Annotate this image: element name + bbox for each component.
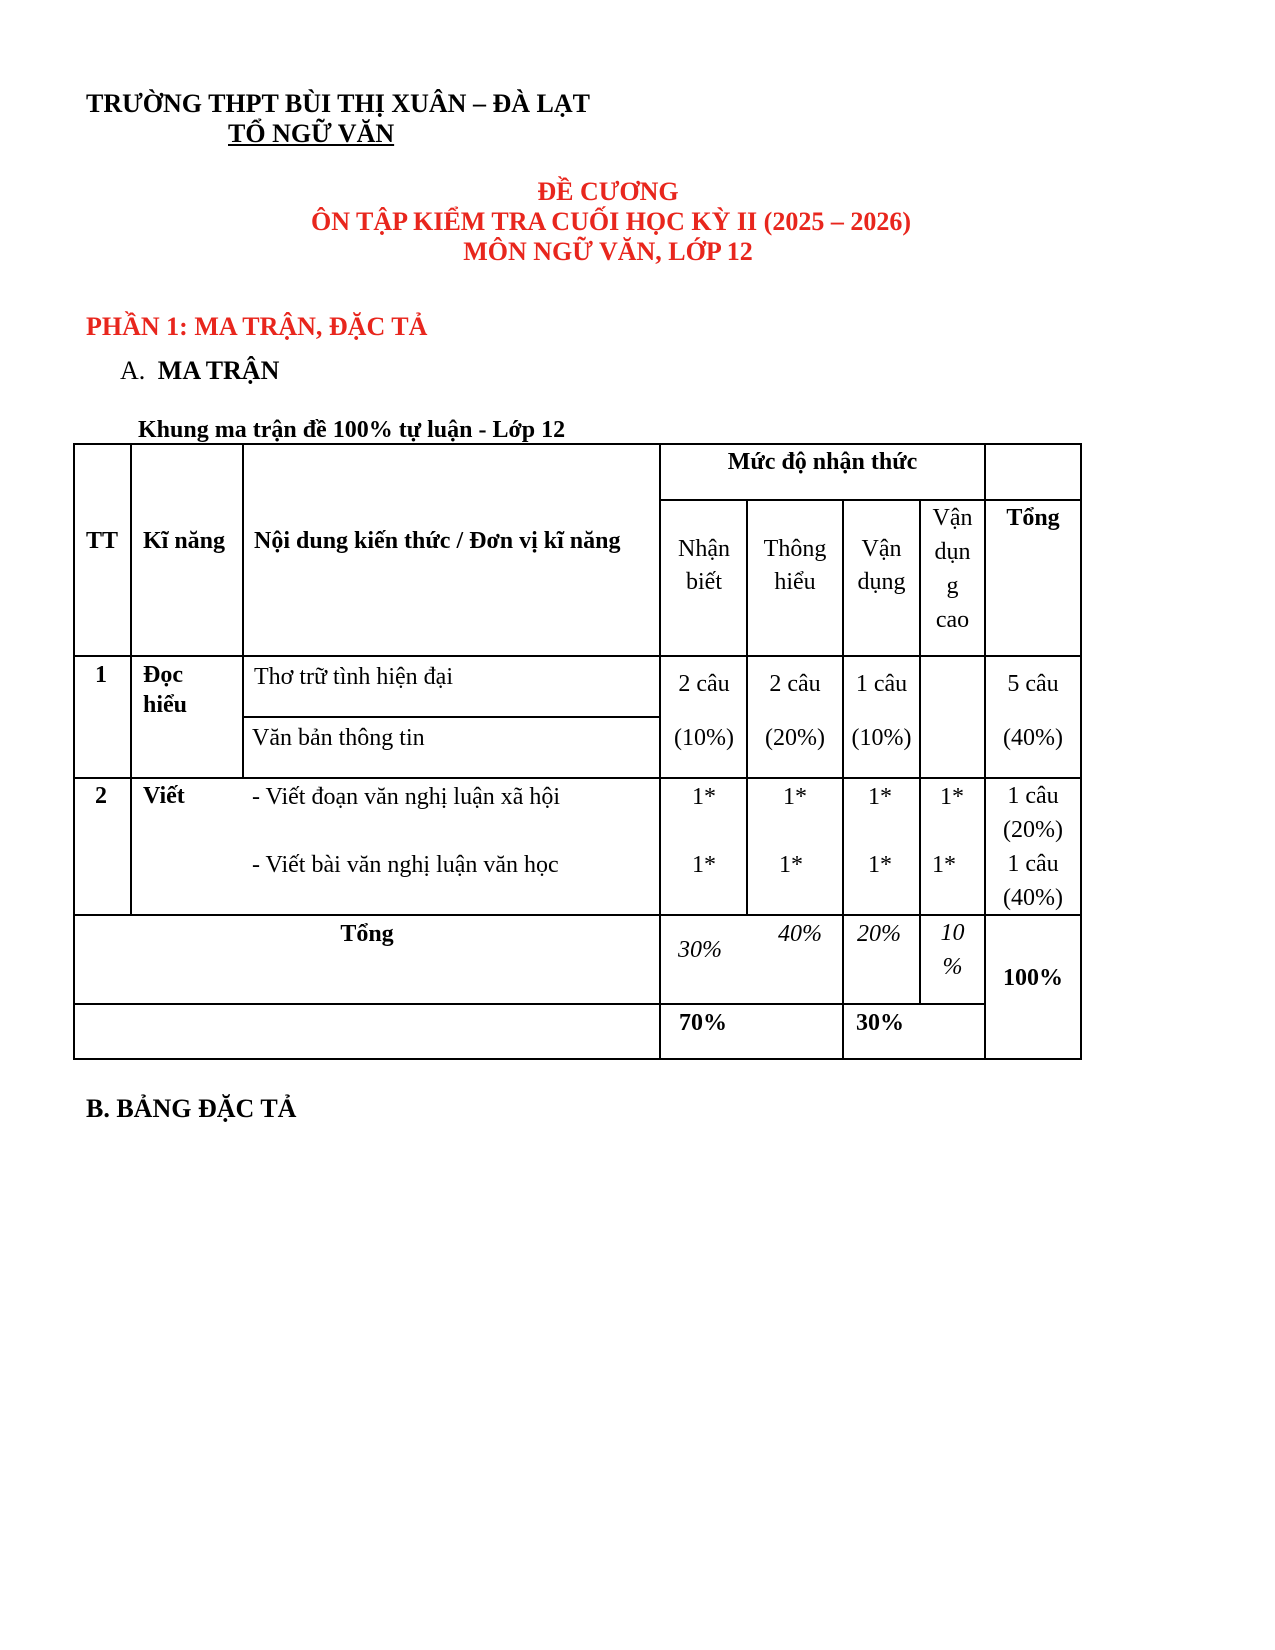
row1-recognize-pct: (10%) [674, 725, 734, 751]
col-header-content: Nội dung kiến thức / Đơn vị kĩ năng [254, 528, 621, 554]
row1-skill-l1: Đọc [143, 662, 183, 688]
row1-apply-pct: (10%) [851, 725, 912, 751]
sum-apply-high-l1: 10 [940, 920, 965, 946]
col-header-recognize-l1: Nhận [678, 536, 730, 562]
sum-apply: 20% [857, 921, 901, 947]
doc-title-line2: ÔN TẬP KIỂM TRA CUỐI HỌC KỲ II (2025 – 2026) [311, 207, 911, 236]
sum-total: 100% [1003, 965, 1063, 991]
row1-skill [143, 660, 187, 720]
sum-group-high: 30% [856, 1010, 904, 1036]
part1-heading: PHẦN 1: MA TRẬN, ĐẶC TẢ [86, 312, 428, 341]
row1-apply [844, 657, 919, 765]
col-header-apply [844, 533, 919, 599]
row1-total-count: 5 câu [1007, 671, 1059, 697]
section-b-heading: B. BẢNG ĐẶC TẢ [86, 1094, 297, 1123]
row1-total-pct: (40%) [1003, 725, 1063, 751]
col-header-apply-high-l1: Vận [932, 505, 973, 531]
section-a-heading [120, 356, 279, 386]
row1-total [986, 657, 1080, 765]
col-header-tt: TT [86, 528, 119, 554]
row2-recognize-1: 1* [692, 784, 716, 810]
sum-apply-high-l2: % [942, 954, 963, 980]
row2-tt: 2 [95, 783, 107, 809]
department-name: TỔ NGỮ VĂN [228, 119, 395, 148]
row2-content1: - Viết đoạn văn nghị luận xã hội [252, 784, 561, 810]
col-header-apply-high-l2: dụn [934, 539, 971, 565]
row1-content1: Thơ trữ tình hiện đại [254, 664, 453, 690]
sum-recognize: 30% [678, 937, 722, 963]
col-header-apply-high-l4: cao [935, 607, 970, 633]
col-header-recognize [661, 533, 747, 599]
col-header-understand [748, 533, 842, 599]
section-a-marker: A. [120, 356, 146, 385]
row2-understand-1: 1* [783, 784, 807, 810]
row2-total-l1: 1 câu [1007, 783, 1059, 809]
col-header-understand-l1: Thông [763, 536, 827, 562]
row1-understand [748, 657, 842, 765]
col-header-apply-l1: Vận [861, 536, 902, 562]
sum-row-label: Tổng [340, 921, 394, 947]
col-header-apply-high-l3: g [946, 573, 959, 599]
col-header-total: Tổng [1006, 505, 1060, 531]
section-a-label: MA TRẬN [157, 356, 280, 385]
row1-content2: Văn bản thông tin [252, 725, 425, 751]
row2-apply-high-2: 1* [932, 852, 956, 878]
col-header-recognize-l2: biết [686, 569, 722, 595]
row2-recognize-2: 1* [692, 852, 716, 878]
row2-skill: Viết [143, 783, 185, 809]
row2-understand-2: 1* [779, 852, 803, 878]
row1-apply-count: 1 câu [855, 671, 908, 697]
col-header-level-group: Mức độ nhận thức [727, 449, 918, 475]
row2-total-l2: (20%) [1003, 817, 1063, 843]
row1-skill-l2: hiểu [143, 692, 188, 718]
doc-title-line1: ĐỀ CƯƠNG [537, 177, 679, 206]
sum-apply-high [921, 916, 984, 984]
matrix-caption: Khung ma trận đề 100% tự luận - Lớp 12 [138, 417, 566, 443]
col-header-apply-high [921, 501, 984, 637]
sum-understand: 40% [778, 921, 822, 947]
doc-title-line3: MÔN NGỮ VĂN, LỚP 12 [463, 237, 753, 266]
row1-understand-count: 2 câu [769, 671, 821, 697]
col-header-understand-l2: hiểu [774, 569, 816, 595]
row2-content2: - Viết bài văn nghị luận văn học [252, 852, 559, 878]
col-header-skill: Kĩ năng [143, 528, 226, 554]
row1-recognize-count: 2 câu [678, 671, 730, 697]
row2-apply-high-1: 1* [940, 784, 964, 810]
row2-apply-2: 1* [868, 852, 892, 878]
row2-total-l3: 1 câu [1007, 851, 1059, 877]
row1-recognize [661, 657, 747, 765]
sum-group-low: 70% [679, 1010, 727, 1036]
row2-total-l4: (40%) [1003, 885, 1063, 911]
row2-apply-1: 1* [868, 784, 892, 810]
row1-understand-pct: (20%) [765, 725, 825, 751]
row2-total [986, 779, 1080, 915]
row1-tt: 1 [95, 662, 107, 688]
school-name: TRƯỜNG THPT BÙI THỊ XUÂN – ĐÀ LẠT [86, 89, 590, 118]
col-header-apply-l2: dụng [857, 569, 906, 595]
